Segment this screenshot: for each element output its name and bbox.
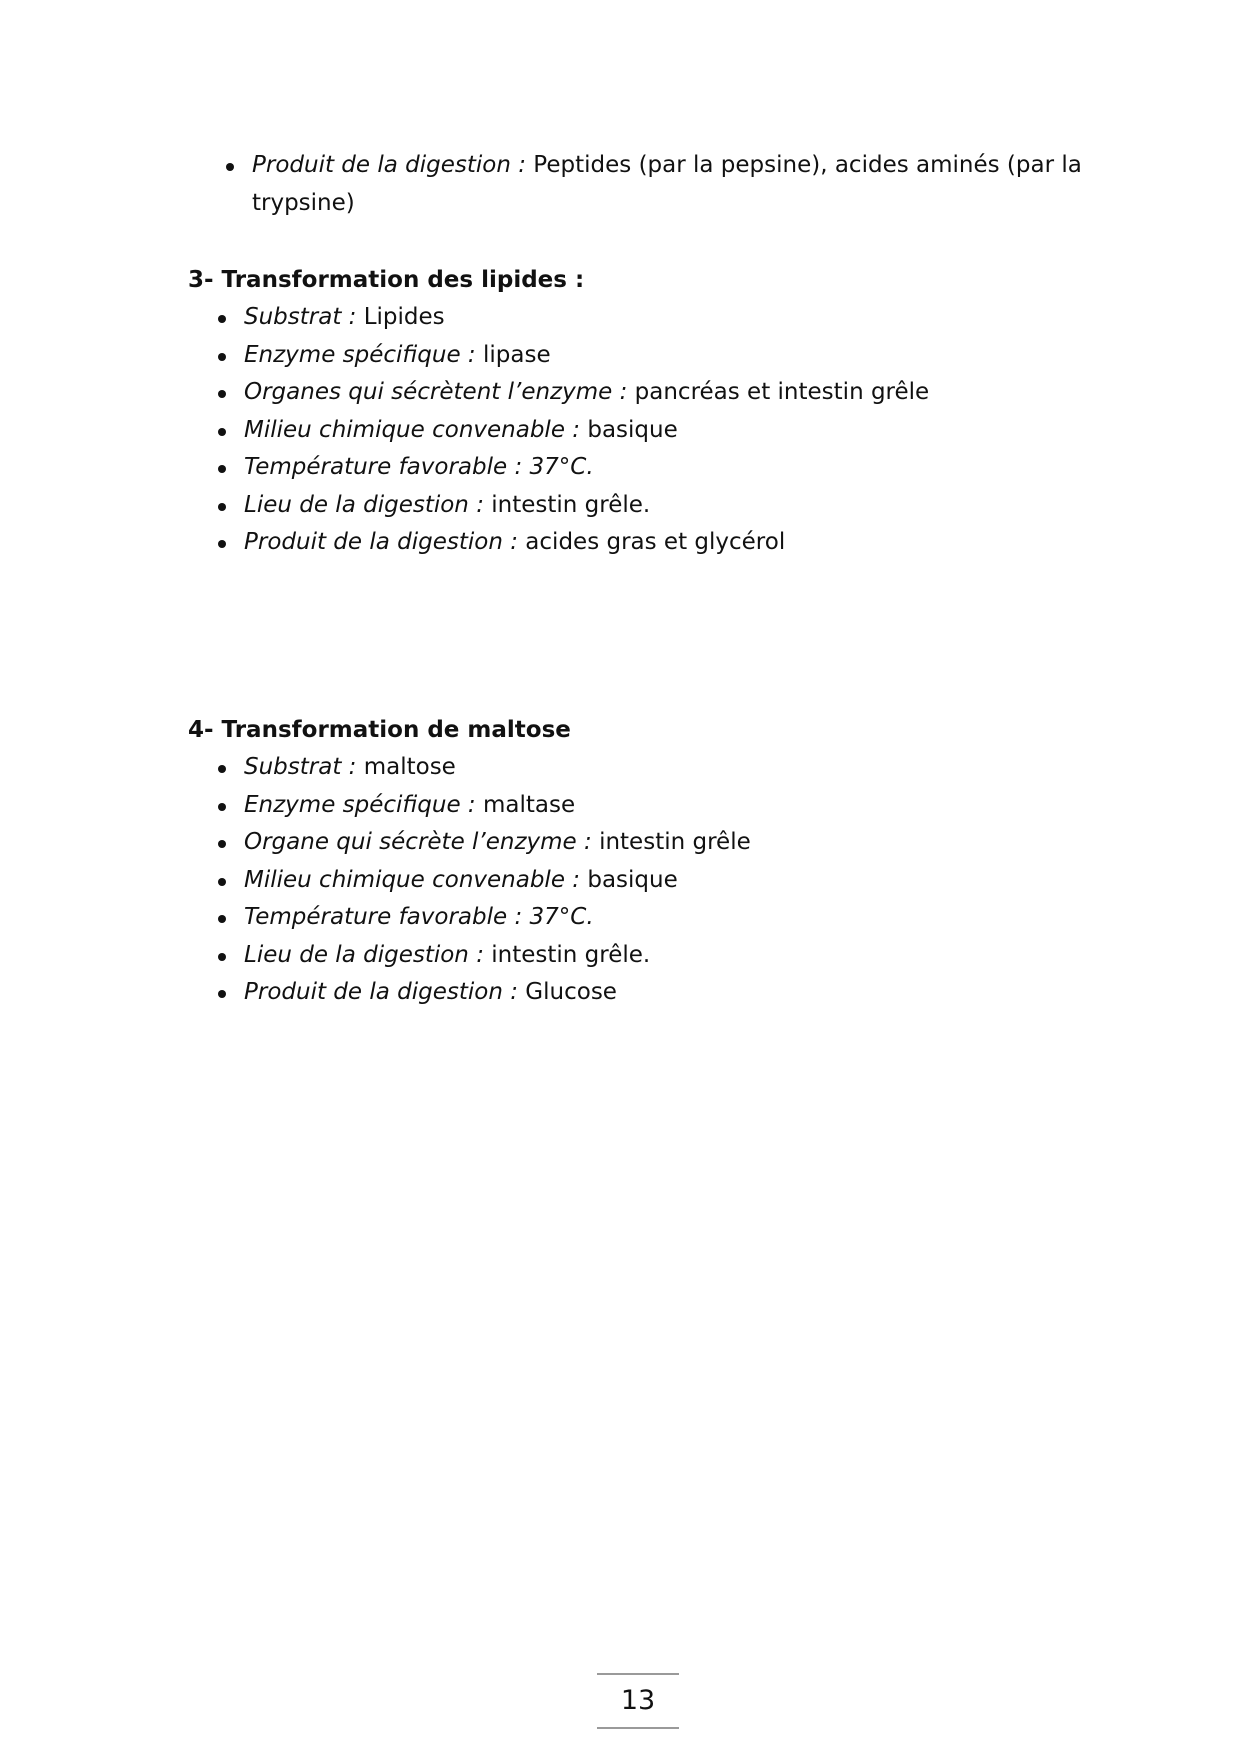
- bullet-icon: [218, 465, 226, 473]
- item-value: maltase: [475, 791, 576, 818]
- list-item-intro-product: [196, 147, 1096, 222]
- section-heading: 4- Transformation de maltose: [188, 717, 571, 743]
- section-heading: 3- Transformation des lipides :: [188, 267, 585, 293]
- bullet-icon: [218, 315, 226, 323]
- item-label: Produit de la digestion :: [252, 152, 526, 178]
- item-label: Substrat :: [244, 304, 357, 330]
- item-label: Organes qui sécrètent l’enzyme :: [244, 379, 628, 405]
- list-item: [188, 899, 1118, 937]
- list-item: [188, 862, 1118, 900]
- bullet-icon: [218, 915, 226, 923]
- item-value: maltose: [356, 754, 456, 780]
- item-label: Produit de la digestion :: [244, 529, 518, 555]
- list-item: [188, 487, 1118, 525]
- item-value: Glucose: [518, 979, 617, 1005]
- list-item: [188, 374, 1118, 412]
- item-value: pancréas et intestin grêle: [627, 379, 930, 405]
- item-value: lipase: [475, 341, 551, 368]
- bullet-icon: [218, 803, 226, 811]
- item-value: Lipides: [356, 304, 445, 330]
- item-label: Produit de la digestion :: [244, 979, 518, 1005]
- bullet-icon: [218, 765, 226, 773]
- list-item: [188, 449, 1118, 487]
- section-lipides: [188, 262, 1118, 562]
- bullet-icon: [218, 878, 226, 886]
- intro-list: [196, 147, 1096, 222]
- bullet-icon: [218, 953, 226, 961]
- list-item: [188, 824, 1118, 862]
- item-label: Organe qui sécrète l’enzyme :: [244, 829, 592, 855]
- list-item: [188, 412, 1118, 450]
- bullet-icon: [218, 840, 226, 848]
- bullet-icon: [218, 353, 226, 361]
- item-value: acides gras et glycérol: [518, 529, 786, 555]
- item-value: intestin grêle: [591, 829, 751, 855]
- item-value: basique: [580, 866, 678, 893]
- item-label: Enzyme spécifique :: [244, 791, 476, 818]
- item-label: Milieu chimique convenable :: [244, 866, 581, 893]
- item-label: Milieu chimique convenable :: [244, 416, 581, 443]
- item-label: Lieu de la digestion :: [244, 941, 484, 968]
- item-value: intestin grêle.: [483, 491, 651, 518]
- page-number: 13: [597, 1673, 679, 1729]
- item-label: Température favorable : 37°C.: [244, 904, 594, 930]
- item-value: intestin grêle.: [483, 941, 651, 968]
- list-item: [188, 937, 1118, 975]
- bullet-icon: [218, 540, 226, 548]
- item-label: Substrat :: [244, 754, 357, 780]
- bullet-icon: [218, 503, 226, 511]
- list-item: [188, 974, 1118, 1012]
- item-value: Peptides (par la pepsine), acides aminés (par la trypsine): [252, 152, 1082, 216]
- list-item: [188, 337, 1118, 375]
- list-item: [188, 749, 1118, 787]
- bullet-icon: [218, 390, 226, 398]
- item-label: Enzyme spécifique :: [244, 341, 476, 368]
- list-item: [188, 787, 1118, 825]
- list-item: [188, 299, 1118, 337]
- item-value: basique: [580, 416, 678, 443]
- section-maltose: [188, 712, 1118, 1012]
- bullet-icon: [218, 428, 226, 436]
- item-label: Lieu de la digestion :: [244, 491, 484, 518]
- bullet-icon: [226, 163, 234, 171]
- bullet-icon: [218, 990, 226, 998]
- item-label: Température favorable : 37°C.: [244, 454, 594, 480]
- list-item: [188, 524, 1118, 562]
